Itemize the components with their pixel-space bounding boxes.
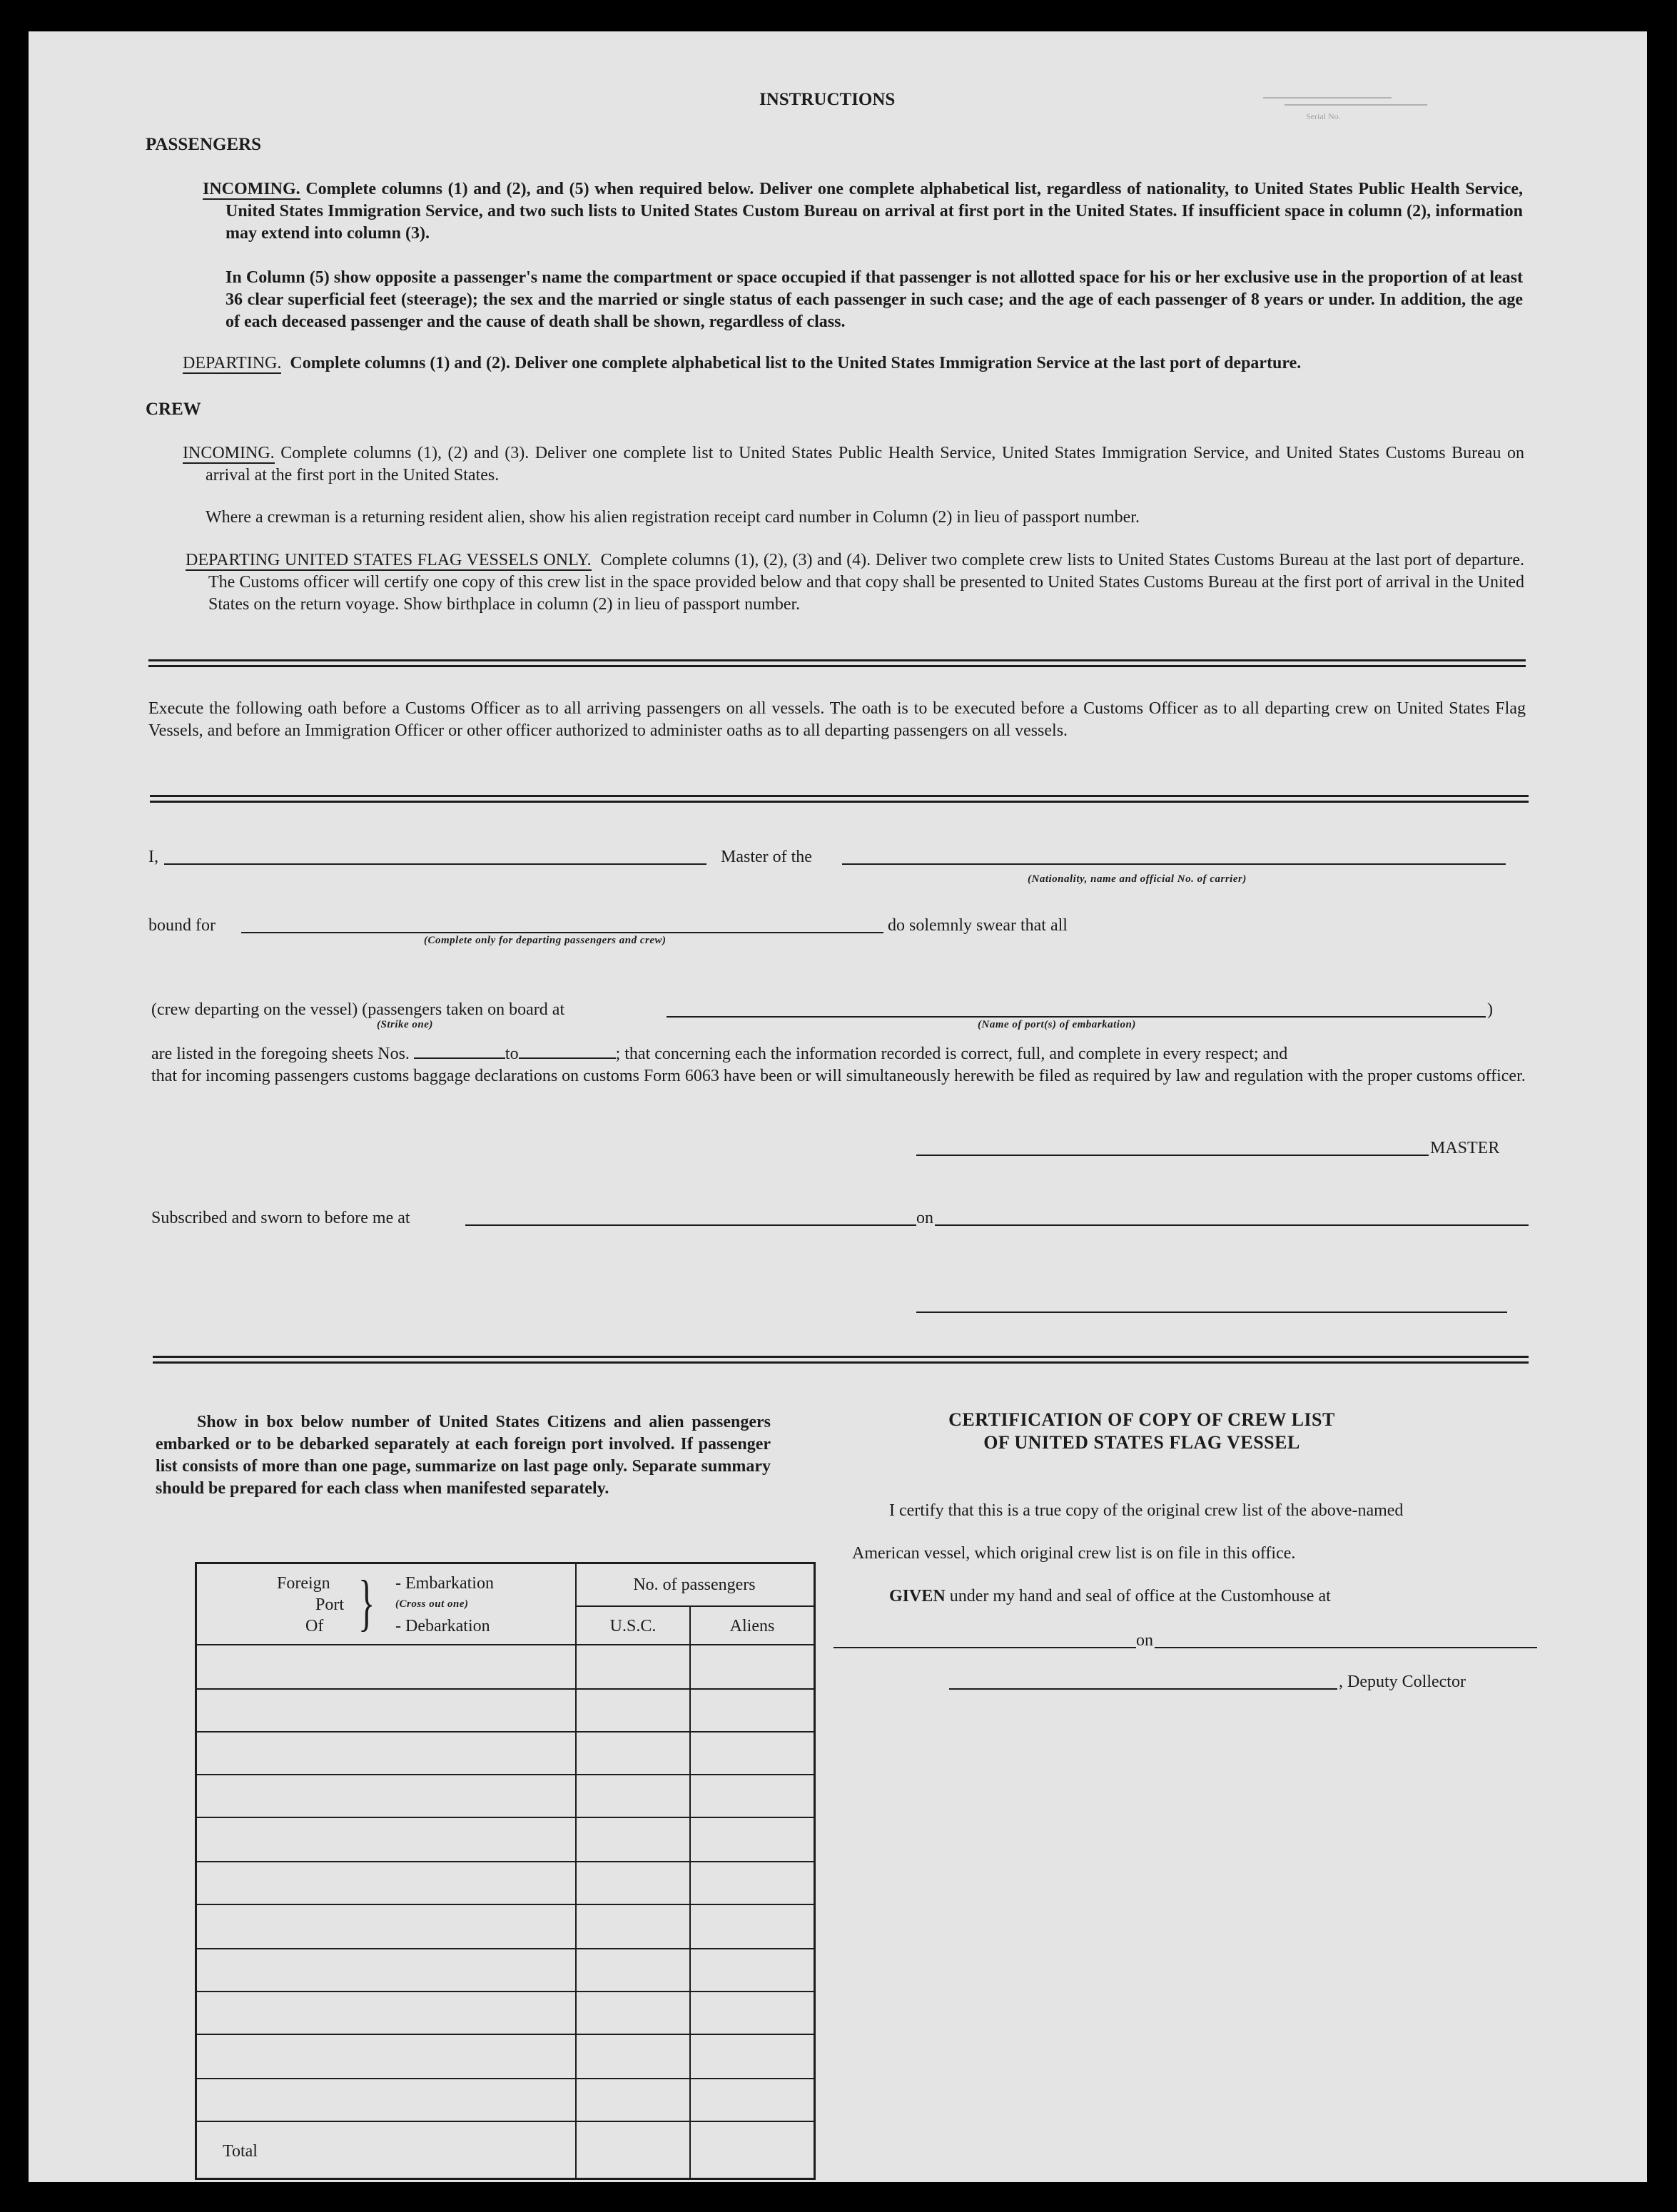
certify-line-2: American vessel, which original crew list is on file in this office. xyxy=(852,1544,1296,1563)
crew-heading: CREW xyxy=(146,400,201,419)
summary-table xyxy=(195,1562,816,2180)
passengers-departing-text: Complete columns (1) and (2). Deliver one complete alphabetical list to the United States Immigration Service at the last port of departure. xyxy=(290,354,1302,372)
cert-date-field[interactable] xyxy=(1155,1647,1537,1648)
close-paren: ) xyxy=(1487,1000,1493,1019)
crew-incoming-paragraph xyxy=(183,442,1524,487)
given-text: under my hand and seal of office at the Customhouse at xyxy=(949,1587,1331,1605)
table-row-line xyxy=(197,1904,814,1905)
port-caption: (Name of port(s) of embarkation) xyxy=(978,1019,1136,1030)
crew-incoming-label: INCOMING. xyxy=(183,444,275,462)
oath-i-label: I, xyxy=(148,848,158,866)
passengers-incoming-text: Complete columns (1) and (2), and (5) when required below. Deliver one complete alphabetical list, regardless of nationality, to United States Public Health Service, United States Immigration Service, and two such lists to United States Custom Bureau on arrival at first port in the United States. If insufficient space in column (2), information may extend into column (3). xyxy=(226,180,1523,243)
table-row-line xyxy=(197,2121,814,2122)
passengers-incoming-paragraph xyxy=(203,178,1523,245)
table-row-line xyxy=(197,2078,814,2079)
form-page xyxy=(29,31,1647,2182)
certification-title-2: OF UNITED STATES FLAG VESSEL xyxy=(983,1432,1300,1453)
brace-icon: } xyxy=(358,1568,375,1638)
master-of-label: Master of the xyxy=(721,848,812,866)
table-divider-2 xyxy=(689,1607,691,2178)
aliens-header: Aliens xyxy=(729,1617,775,1635)
deputy-signature-field[interactable] xyxy=(949,1688,1337,1690)
passengers-header: No. of passengers xyxy=(633,1576,756,1594)
debarkation-label: - Debarkation xyxy=(395,1617,490,1635)
table-header-divider xyxy=(575,1605,814,1607)
foreign-label: Foreign xyxy=(277,1574,330,1593)
swear-label: do solemnly swear that all xyxy=(888,916,1068,935)
table-row-line xyxy=(197,1731,814,1732)
crew-departing-label: DEPARTING UNITED STATES FLAG VESSELS ONLY. xyxy=(186,551,592,569)
given-label: GIVEN xyxy=(889,1587,946,1605)
crew-departing-text: Complete columns (1), (2), (3) and (4). Deliver two complete crew lists to United States Customs Bureau at the last port of departure. The Customs officer will certify one copy of this crew list in the space provided below and that copy shall be presented to United States Customs Bureau at the first port of arrival in the United States on the return voyage. Show birthplace in column (2) in lieu of passport number. xyxy=(208,551,1525,614)
crew-departing-label: (crew departing on the vessel) (passengers taken on board at xyxy=(151,1000,565,1019)
table-row-line xyxy=(197,1991,814,1992)
column5-paragraph: In Column (5) show opposite a passenger's name the compartment or space occupied if that passenger is not allotted space for his or her exclusive use in the proportion of at least 36 clear superficial feet (steerage); the sex and the married or single status of each passenger in such case; and the age of each passenger of 8 years or under. In addition, the age of each deceased passenger and the cause of death shall be shown, regardless of class. xyxy=(226,268,1523,331)
sheet-to-field[interactable] xyxy=(519,1045,616,1059)
officer-signature-field[interactable] xyxy=(916,1312,1507,1313)
listed-rest: that for incoming passengers customs baggage declarations on customs Form 6063 have been or will simultaneously herewith be filed as required by law and regulation with the proper customs officer. xyxy=(151,1067,1526,1085)
given-line xyxy=(889,1586,1539,1608)
table-row-line xyxy=(197,1948,814,1949)
cert-on-label: on xyxy=(1136,1631,1153,1650)
bound-for-field[interactable] xyxy=(241,932,883,933)
embarkation-port-field[interactable] xyxy=(667,1016,1486,1018)
serial-stamp xyxy=(1263,93,1434,136)
listed-line xyxy=(151,1043,1529,1065)
section-divider-1 xyxy=(148,659,1526,667)
passengers-incoming-label: INCOMING. xyxy=(203,180,300,198)
section-divider-2 xyxy=(150,795,1529,803)
vessel-field[interactable] xyxy=(842,863,1506,865)
crew-resident-paragraph: Where a crewman is a returning resident alien, show his alien registration receipt card number in Column (2) in lieu of passport number. xyxy=(206,508,1140,527)
section-divider-3 xyxy=(153,1356,1529,1364)
passengers-departing-label: DEPARTING. xyxy=(183,354,282,372)
deputy-label: , Deputy Collector xyxy=(1339,1673,1466,1691)
to-label: to xyxy=(505,1045,519,1063)
table-divider-1 xyxy=(575,1564,577,2178)
table-row-line xyxy=(197,1861,814,1862)
port-label: Port xyxy=(315,1595,345,1614)
table-row-line xyxy=(197,1774,814,1775)
table-row-line xyxy=(197,1688,814,1690)
stamp-text: Serial No. xyxy=(1306,111,1341,121)
sworn-on-label: on xyxy=(916,1209,933,1227)
page-title: INSTRUCTIONS xyxy=(759,90,896,109)
sheet-from-field[interactable] xyxy=(414,1045,505,1059)
table-row-line xyxy=(197,1644,814,1645)
passengers-departing-paragraph xyxy=(183,352,1524,375)
summary-instruction: Show in box below number of United States Citizens and alien passengers embarked or to be debarked separately at each foreign port involved. If passenger list consists of more than one page, summarize on last page only. Separate summary should be prepared for each class when manifested separately. xyxy=(156,1413,771,1498)
crew-incoming-text: Complete columns (1), (2) and (3). Deliver one complete list to United States Public Health Service, United States Immigration Service, and United States Customs Bureau on arrival at the first port in the United States. xyxy=(206,444,1525,484)
cross-out-caption: (Cross out one) xyxy=(395,1598,469,1610)
master-signature-field[interactable] xyxy=(916,1155,1429,1156)
certification-title-1: CERTIFICATION OF COPY OF CREW LIST xyxy=(948,1409,1335,1430)
sworn-date-field[interactable] xyxy=(935,1224,1529,1226)
sworn-place-field[interactable] xyxy=(465,1224,916,1226)
bound-caption: (Complete only for departing passengers and crew) xyxy=(424,935,667,946)
table-row-line xyxy=(197,2034,814,2035)
usc-header: U.S.C. xyxy=(609,1617,657,1635)
listed-prefix: are listed in the foregoing sheets Nos. xyxy=(151,1045,410,1063)
strike-caption: (Strike one) xyxy=(377,1019,433,1030)
table-row-line xyxy=(197,1817,814,1818)
master-name-field[interactable] xyxy=(164,863,706,865)
subscribed-label: Subscribed and sworn to before me at xyxy=(151,1209,410,1227)
nationality-caption: (Nationality, name and official No. of carrier) xyxy=(1028,873,1247,885)
bound-for-label: bound for xyxy=(148,916,216,935)
total-label: Total xyxy=(223,2142,258,2161)
passengers-heading: PASSENGERS xyxy=(146,135,262,154)
certify-line-1: I certify that this is a true copy of the original crew list of the above-named xyxy=(889,1501,1404,1520)
master-label: MASTER xyxy=(1430,1139,1500,1157)
customhouse-field[interactable] xyxy=(834,1647,1136,1648)
listed-suffix: ; that concerning each the information recorded is correct, full, and complete in every respect; and xyxy=(615,1045,1288,1063)
of-label: Of xyxy=(305,1617,324,1635)
oath-instruction: Execute the following oath before a Customs Officer as to all arriving passengers on all vessels. The oath is to be executed before a Customs Officer as to all departing crew on United States Flag Vessels, and before an Immigration Officer or other officer authorized to administer oaths as to all departing passengers on all vessels. xyxy=(148,699,1526,740)
embarkation-label: - Embarkation xyxy=(395,1574,494,1593)
crew-departing-paragraph xyxy=(186,549,1524,616)
